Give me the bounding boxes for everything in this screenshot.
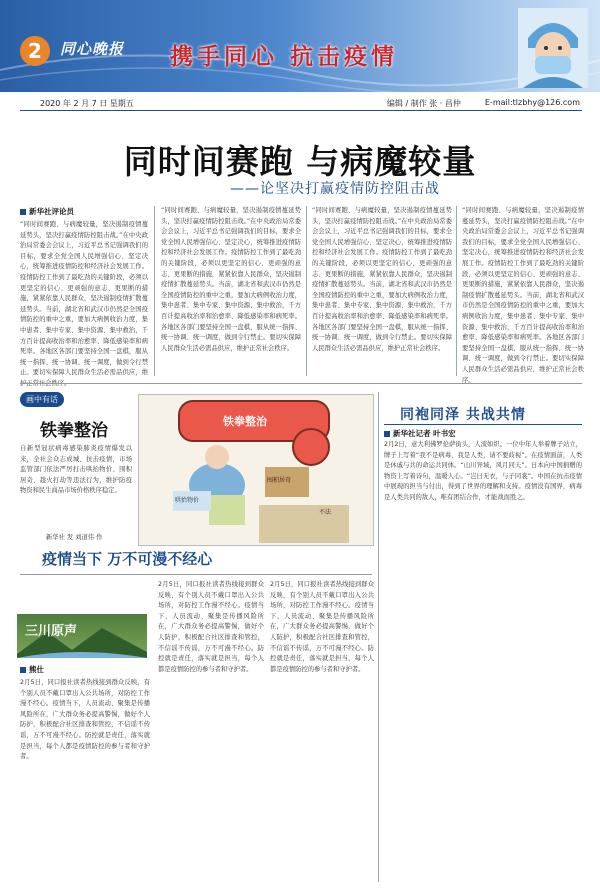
- warning-title: 疫情当下 万不可漫不经心: [42, 550, 213, 568]
- column-divider: [456, 206, 457, 376]
- warning-byline: 熊仕: [20, 664, 44, 675]
- column-banner-label: 三川原声: [25, 624, 78, 639]
- warning-col-1: 2月5日，同口报社读者热线接到群众反映，有个别人员不戴口罩出入公共场所，对防控工作漫不经心。疫情当下，人员流动、聚集是传播风险所在，广大群众务必提高警惕，做好个人防护，积极配合社区排查和管控，不信谣不传谣，万不可漫不经心。防控就是责任，落实就是担当，每个人都是疫情防控的参与者和守护者。: [20, 679, 150, 761]
- warning-rule: [20, 574, 372, 575]
- commentary-col-3: “同时间赛跑、与病魔较量，坚决遏制疫情蔓延势头，坚决打赢疫情防控阻击战。”在中央政治局常委会会议上，习近平总书记强调我们的目标，要求全党全国人民增强信心、坚定决心，统筹推进疫情防控和经济社会发展工作。疫情防控工作到了最吃劲的关键阶段，必须以更坚定的信心、更顽强的意志、更果断的措施，紧紧依靠人民群众，坚决遏制疫情扩散蔓延势头。当前，湖北省和武汉市仍然是全国疫情防控的重中之重，要加大病例收治力度，集中患者、集中专家、集中资源、集中救治，千方百计提高收治率和治愈率、降低感染率和病死率。各地区各部门要坚持全国一盘棋，服从统一指挥、统一协调、统一调度，做到令行禁止。要切实保障人民群众生活必需品供应，维护正常社会秩序。: [312, 207, 452, 352]
- nurse-icon: [518, 8, 588, 88]
- section-rule: [20, 383, 582, 384]
- fist-label: 铁拳整治: [223, 415, 267, 428]
- nurse-photo: [518, 8, 588, 88]
- cartoon-caption: 自新型冠状病毒感染肺炎疫情爆发以来，全社会众志成城、抗击疫情，市场监管部门依法严厉打击哄抬物价、囤积居奇、趁火打劫等违法行为，维护防疫物资和民生商品市场价格秩序稳定。: [20, 445, 132, 495]
- editor-credit: 编辑 / 制作 张 · 昌仲: [386, 99, 461, 108]
- commentary-col-1: “同时间赛跑、与病魔较量，坚决遏制疫情蔓延势头，坚决打赢疫情防控阻击战。”在中央政治局常委会会议上，习近平总书记强调我们的目标，要求全党全国人民增强信心、坚定决心，统筹推进疫情防控和经济社会发展工作。疫情防控工作到了最吃劲的关键阶段，必须以更坚定的信心、更顽强的意志、更果断的措施，紧紧依靠人民群众，坚决遏制疫情扩散蔓延势头。当前，湖北省和武汉市仍然是全国疫情防控的重中之重，要加大病例收治力度，集中患者、集中专家、集中资源、集中救治，千方百计提高收治率和治愈率、降低感染率和病死率。各地区各部门要坚持全国一盘棋，服从统一指挥、统一协调、统一调度，做到令行禁止。要切实保障人民群众生活必需品供应，维: [20, 221, 148, 377]
- column-banner: [17, 614, 147, 658]
- column-divider: [306, 206, 307, 376]
- cartoon-title: 铁拳整治: [40, 421, 108, 441]
- main-subheadline: ——论坚决打赢疫情防控阻击战: [230, 181, 440, 197]
- slogan: 携手同心 抗击疫情: [170, 43, 399, 70]
- cartoon-label-right: 囤积居奇: [267, 477, 292, 484]
- cartoon-label-left: 哄抬物价: [175, 497, 200, 504]
- cartoon-credit: 新华社 发 刘道伟 作: [46, 534, 103, 541]
- page-number-badge: 2: [20, 36, 50, 66]
- cartoon-label-bottom: 不法: [319, 509, 332, 516]
- section-chip: 画中有话: [20, 392, 64, 407]
- tongpao-title: 同袍同泽 共战共情: [400, 407, 526, 423]
- tongpao-body: 2月2日，意大利佛罗伦萨街头，人流如织。一位中年人举着牌子站立，牌子上写着“我不是病毒，我是人类，请不要歧视”。在疫情面前，人类是休戚与共的命运共同体。“山川异域，风月同天”。日本向中国捐赠的物资上写着诗句，温暖人心。“岂曰无衣，与子同裳”。中国在抗击疫情中展现的担当与付出，得到了世界的理解和支持。疫情没有国界，病毒是人类共同的敌人，唯有团结合作，才能战而胜之。: [384, 441, 582, 501]
- commentary-col-4: “同时间赛跑、与病魔较量，坚决遏制疫情蔓延势头，坚决打赢疫情防控阻击战。”在中央政治局常委会会议上，习近平总书记强调我们的目标，要求全党全国人民增强信心、坚定决心，统筹推进疫情防控和经济社会发展工作。疫情防控工作到了最吃劲的关键阶段，必须以更坚定的信心、更顽强的意志、更果断的措施，紧紧依靠人民群众，坚决遏制疫情扩散蔓延势头。当前，湖北省和武汉市仍然是全国疫情防控的重中之重，要加大病例收治力度，集中患者、集中专家、集中资源、集中救治，千方百计提高收治率和治愈率、降低感染率和病死率。各地区各部门要坚持全国一盘棋，服从统一指挥、统一协调、统一调度，做到令行禁止。要切实保障人民群众生活必需品供应，维护正常社会秩序。: [462, 207, 584, 384]
- paper-name: 同心晚报: [60, 40, 125, 58]
- issue-date: 2020 年 2 月 7 日 星期五: [40, 99, 134, 108]
- warning-col-2: 2月5日，同口报社读者热线接到群众反映，有个别人员不戴口罩出入公共场所，对防控工作漫不经心。疫情当下，人员流动、聚集是传播风险所在，广大群众务必提高警惕，做好个人防护，积极配合社区排查和管控，不信谣不传谣，万不可漫不经心。防控就是责任，落实就是担当，每个人都是疫情防控的参与者和守护者。: [158, 581, 264, 673]
- commentary-byline: 新华社评论员: [20, 206, 74, 217]
- email-address: E-mail:tlzbhy@126.com: [484, 98, 580, 107]
- top-rule: [20, 110, 582, 111]
- warning-col-3: 2月5日，同口报社读者热线接到群众反映，有个别人员不戴口罩出入公共场所，对防控工作漫不经心。疫情当下，人员流动、聚集是传播风险所在，广大群众务必提高警惕，做好个人防护，积极配合社区排查和管控，不信谣不传谣，万不可漫不经心。防控就是责任，落实就是担当，每个人都是疫情防控的参与者和守护者。: [270, 581, 374, 673]
- editorial-cartoon: [138, 394, 374, 546]
- column-divider: [378, 392, 379, 882]
- main-headline: 同时间赛跑 与病魔较量: [123, 142, 477, 181]
- tongpao-rule: [384, 424, 582, 425]
- meta-line: [40, 98, 580, 109]
- tongpao-byline: 新华社记者 叶书宏: [384, 428, 456, 439]
- commentary-col-2: “同时间赛跑、与病魔较量，坚决遏制疫情蔓延势头，坚决打赢疫情防控阻击战。”在中央政治局常委会会议上，习近平总书记强调我们的目标，要求全党全国人民增强信心、坚定决心，统筹推进疫情防控和经济社会发展工作。疫情防控工作到了最吃劲的关键阶段，必须以更坚定的信心、更顽强的意志、更果断的措施，紧紧依靠人民群众，坚决遏制疫情扩散蔓延势头。当前，湖北省和武汉市仍然是全国疫情防控的重中之重，要加大病例收治力度，集中患者、集中专家、集中资源、集中救治，千方百计提高收治率和治愈率、降低感染率和病死率。各地区各部门要坚持全国一盘棋，服从统一指挥、统一协调、统一调度，做到令行禁止。要切实保障人民群众生活必需品供应，维护正常社会秩序。: [161, 207, 301, 352]
- column-divider: [154, 206, 155, 376]
